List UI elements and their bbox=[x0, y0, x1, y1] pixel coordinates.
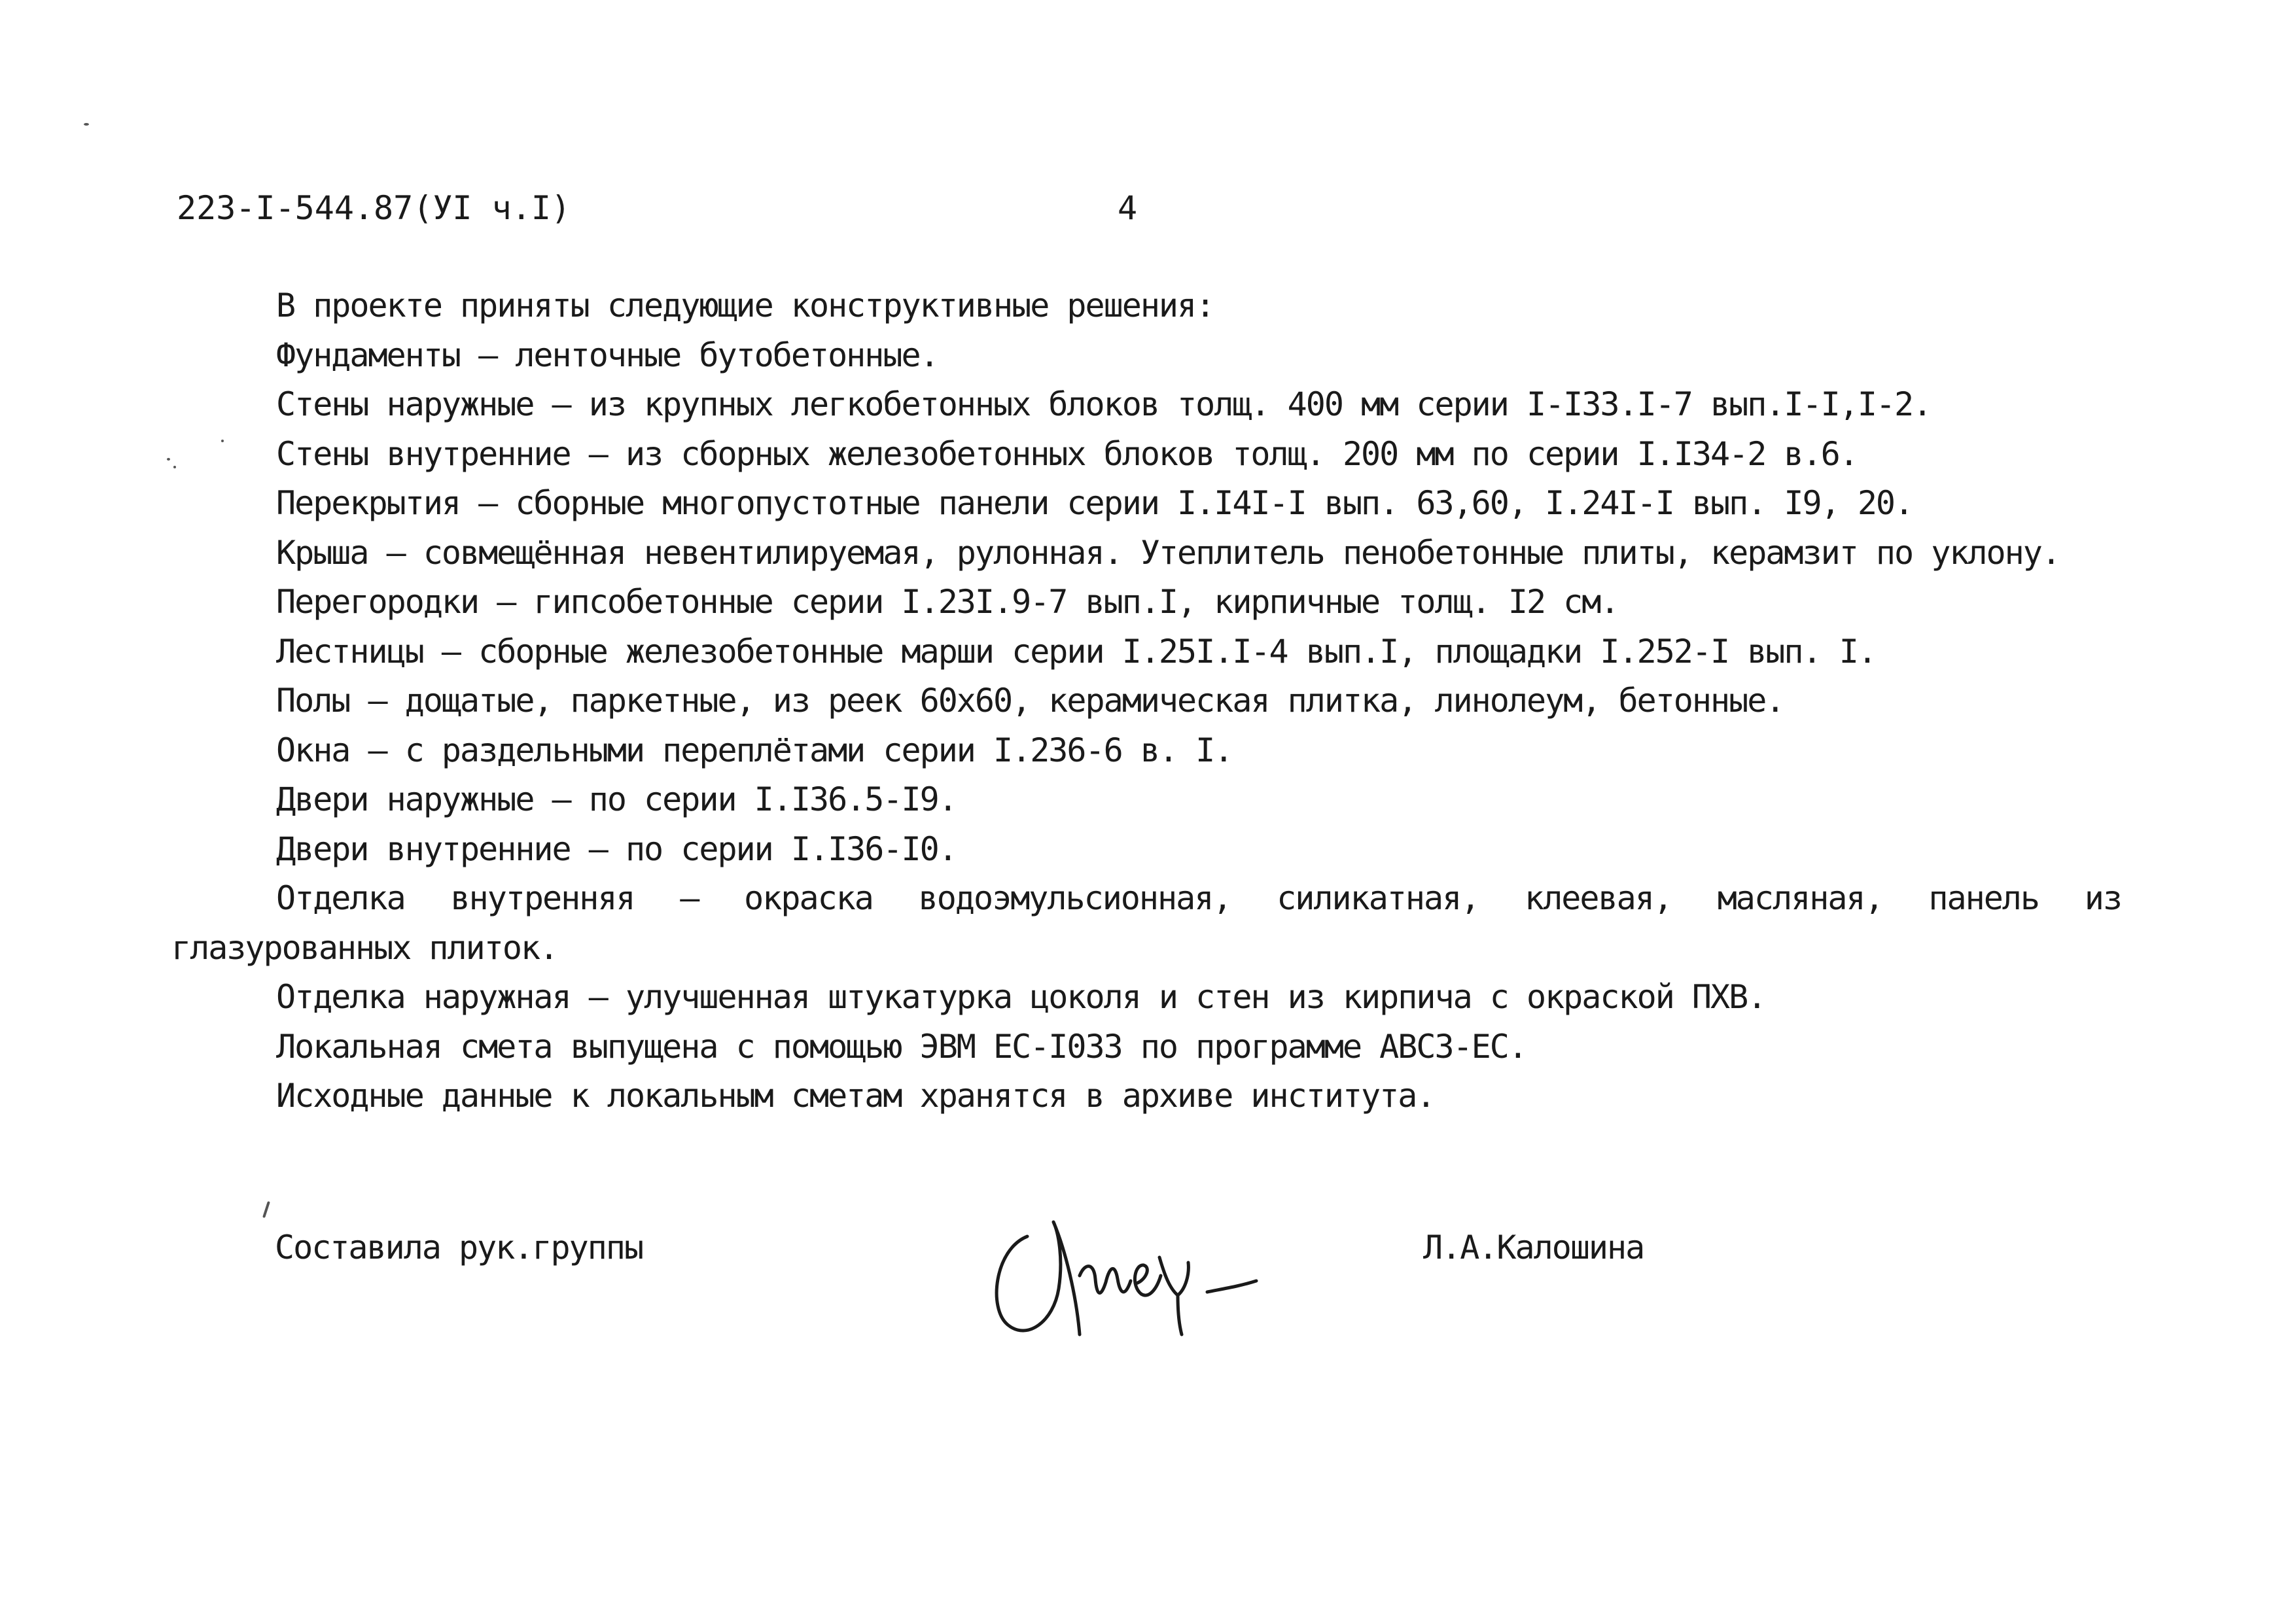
paragraph-interior-finish: Отделка внутренняя – окраска водоэмульсионная, силикатная, клеевая, масляная, панель из глазурованных плиток. bbox=[171, 879, 2121, 967]
paragraph-outer-walls: Стены наружные – из крупных легкобетонных блоков толщ. 400 мм серии I-I33.I-7 вып.I-I,I-2. bbox=[276, 385, 1932, 423]
paragraph-estimate: Локальная смета выпущена с помощью ЭВМ ЕС-I033 по программе АВС3-ЕС. bbox=[276, 1027, 1527, 1066]
paragraph-floors-slabs: Перекрытия – сборные многопустотные панели серии I.I4I-I вып. 63,60, I.24I-I вып. I9, 20. bbox=[276, 484, 1913, 522]
paragraph-roof: Крыша – совмещённая невентилируемая, рулонная. Утеплитель пенобетонные плиты, керамзит по уклону. bbox=[276, 533, 2060, 572]
paragraph-outer-doors: Двери наружные – по серии I.I36.5-I9. bbox=[276, 780, 957, 818]
document-body bbox=[171, 281, 2121, 1121]
paragraph-stairs: Лестницы – сборные железобетонные марши серии I.25I.I-4 вып.I, площадки I.252-I вып. I. bbox=[276, 632, 1876, 671]
paragraph-partitions: Перегородки – гипсобетонные серии I.23I.9-7 вып.I, кирпичные толщ. I2 см. bbox=[276, 583, 1619, 621]
scan-speck bbox=[221, 440, 224, 442]
page-number: 4 bbox=[1118, 189, 1138, 227]
paragraph-inner-walls: Стены внутренние – из сборных железобетонных блоков толщ. 200 мм по серии I.I34-2 в.6. bbox=[276, 434, 1858, 473]
signature-role: Составила рук.группы bbox=[275, 1229, 643, 1266]
scan-speck bbox=[84, 123, 89, 126]
paragraph-windows: Окна – с раздельными переплётами серии I.236-6 в. I. bbox=[276, 731, 1233, 769]
document-code: 223-I-544.87(УI ч.I) bbox=[177, 189, 571, 227]
paragraph-intro: В проекте приняты следующие конструктивные решения: bbox=[276, 287, 1214, 324]
scan-speck bbox=[173, 466, 176, 468]
signatory-name: Л.А.Калошина bbox=[1423, 1229, 1644, 1266]
paragraph-inner-doors: Двери внутренние – по серии I.I36-I0. bbox=[276, 829, 957, 868]
paragraph-exterior-finish: Отделка наружная – улучшенная штукатурка цоколя и стен из кирпича с окраской ПХВ. bbox=[276, 978, 1766, 1016]
scan-speck bbox=[167, 458, 170, 461]
scan-speck bbox=[262, 1201, 270, 1218]
handwritten-signature bbox=[981, 1197, 1269, 1348]
paragraph-flooring: Полы – дощатые, паркетные, из реек 60х60, керамическая плитка, линолеум, бетонные. bbox=[276, 682, 1784, 720]
paragraph-foundations: Фундаменты – ленточные бутобетонные. bbox=[276, 336, 938, 374]
paragraph-source-data: Исходные данные к локальным сметам хранятся в архиве института. bbox=[276, 1077, 1435, 1115]
